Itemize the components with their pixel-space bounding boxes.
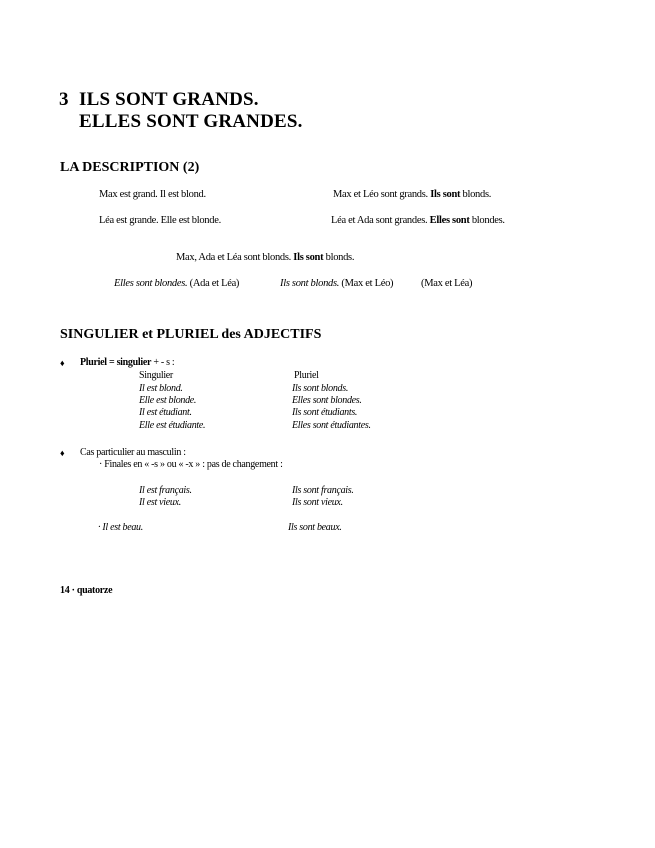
cas-particulier-line: Cas particulier au masculin : xyxy=(80,447,186,458)
chapter-number: 3 xyxy=(59,89,69,110)
singulier-cell: Il est étudiant. xyxy=(139,407,192,418)
singulier-cell: Il est blond. xyxy=(139,383,183,394)
example-line: Léa est grande. Elle est blonde. xyxy=(99,215,221,226)
pluriel-cell: Ils sont français. xyxy=(292,485,354,496)
pluriel-cell: Elles sont étudiantes. xyxy=(292,420,371,431)
section-heading-description: LA DESCRIPTION (2) xyxy=(60,160,200,175)
example-line: Léa et Ada sont grandes. Elles sont blondes. xyxy=(331,215,505,226)
section-heading-adjectifs: SINGULIER et PLURIEL des ADJECTIFS xyxy=(60,327,322,342)
diamond-bullet-icon: ♦ xyxy=(60,448,65,458)
chapter-title-line2: ELLES SONT GRANDES. xyxy=(79,111,303,132)
pluriel-cell: Ils sont vieux. xyxy=(292,497,343,508)
singulier-cell: · Il est beau. xyxy=(98,522,143,533)
rule-line: Pluriel = singulier + - s : xyxy=(80,357,175,368)
example-line: Max, Ada et Léa sont blonds. Ils sont blonds. xyxy=(176,252,355,263)
diamond-bullet-icon: ♦ xyxy=(60,358,65,368)
column-header-pluriel: Pluriel xyxy=(294,370,319,381)
column-header-singulier: Singulier xyxy=(139,370,173,381)
page-number: 14 · quatorze xyxy=(60,585,113,596)
singulier-cell: Il est français. xyxy=(139,485,192,496)
pluriel-cell: Ils sont étudiants. xyxy=(292,407,358,418)
singulier-cell: Elle est étudiante. xyxy=(139,420,206,431)
singulier-cell: Il est vieux. xyxy=(139,497,181,508)
example-line: (Max et Léa) xyxy=(421,278,473,289)
example-line: Max et Léo sont grands. Ils sont blonds. xyxy=(333,189,492,200)
example-line: Elles sont blondes. (Ada et Léa) xyxy=(114,278,240,289)
example-line: Ils sont blonds. (Max et Léo) xyxy=(280,278,394,289)
pluriel-cell: Ils sont beaux. xyxy=(288,522,342,533)
pluriel-cell: Ils sont blonds. xyxy=(292,383,349,394)
finales-line: · Finales en « -s » ou « -x » : pas de changement : xyxy=(99,459,283,470)
singulier-cell: Elle est blonde. xyxy=(139,395,197,406)
chapter-title-line1: ILS SONT GRANDS. xyxy=(79,89,259,110)
pluriel-cell: Elles sont blondes. xyxy=(292,395,362,406)
example-line: Max est grand. Il est blond. xyxy=(99,189,206,200)
